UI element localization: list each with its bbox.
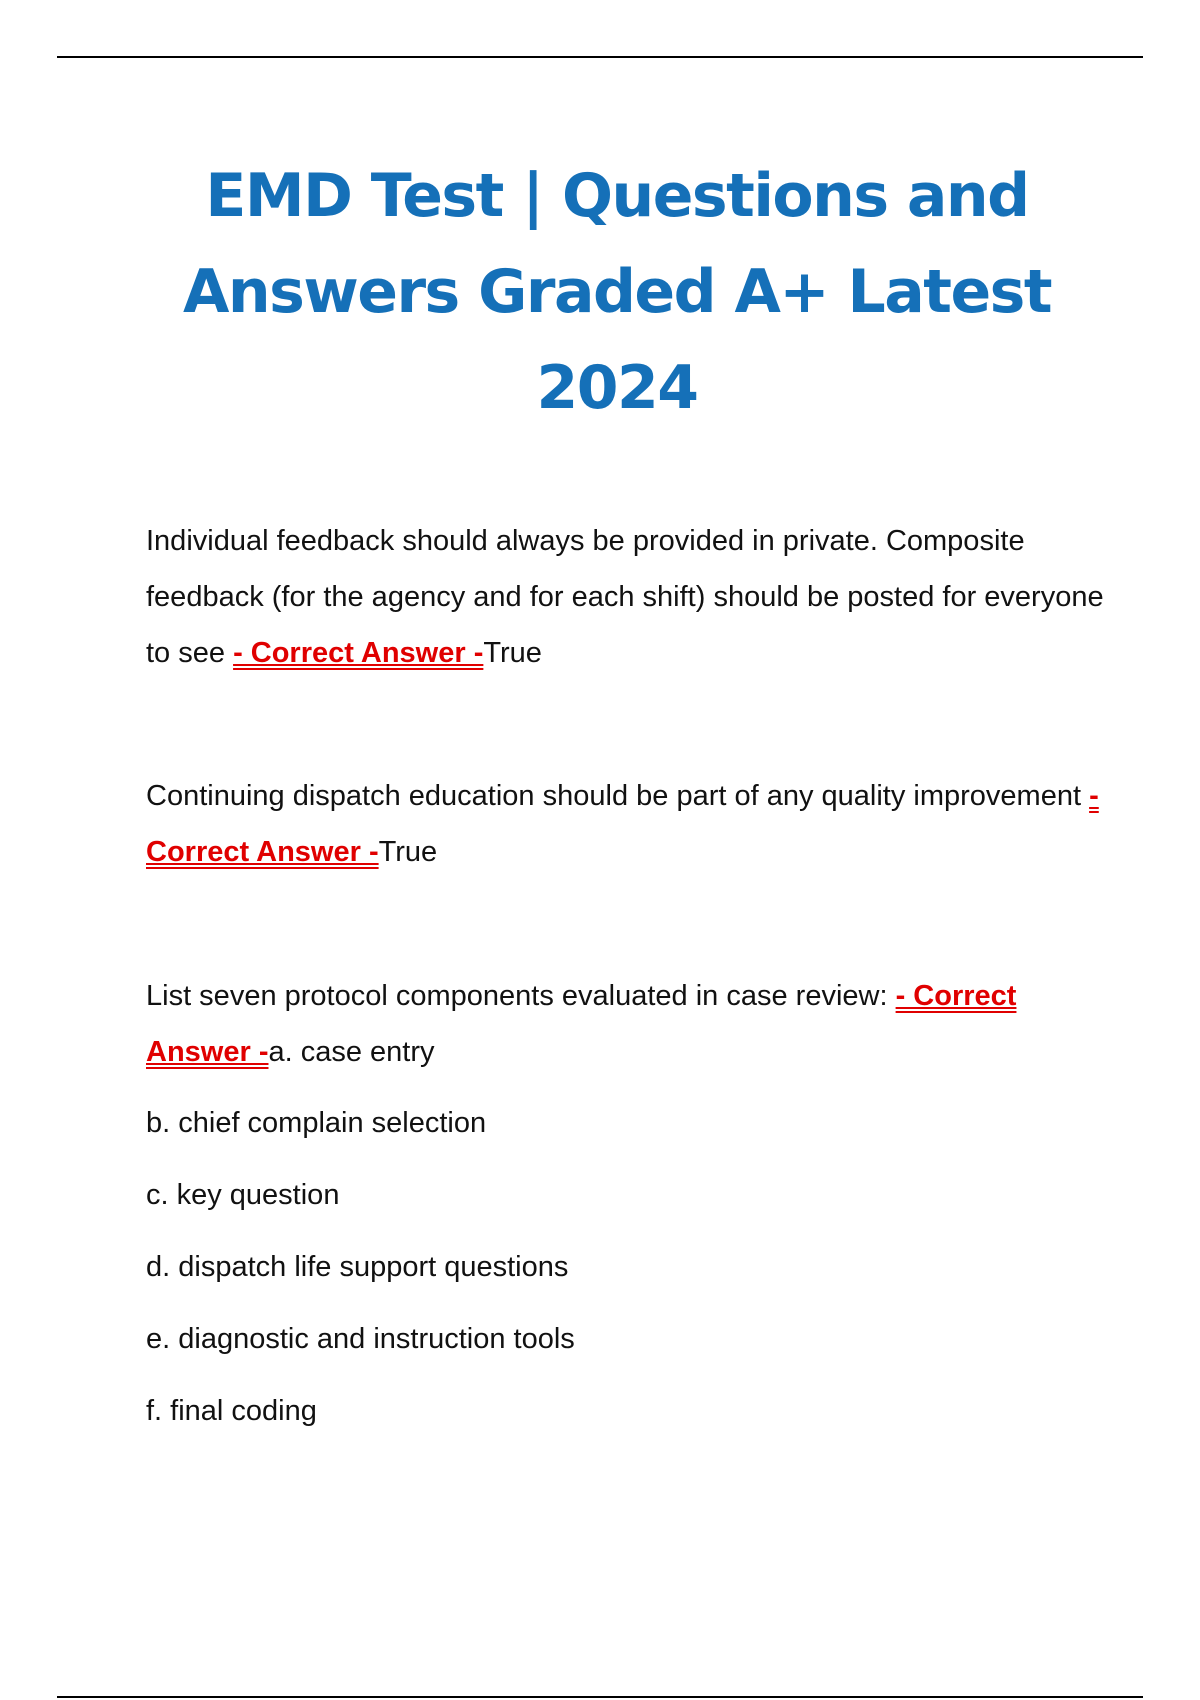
list-item: b. chief complain selection <box>146 1107 487 1139</box>
answer-text: True <box>483 637 542 669</box>
correct-answer-marker: - Correct Answer - <box>233 637 484 669</box>
correct-answer-marker: - Correct Answer - <box>146 780 1099 868</box>
correct-answer-marker: - Correct Answer - <box>146 980 1017 1068</box>
question-text: List seven protocol components evaluated in case review: <box>146 980 888 1012</box>
question-3 <box>146 968 1106 1080</box>
question-text: Individual feedback should always be provided in private. Composite feedback (for the agency and for each shift) should be posted for everyone to see <box>146 525 1104 669</box>
list-item: f. final coding <box>146 1395 317 1427</box>
answer-text: True <box>378 836 438 868</box>
list-item: d. dispatch life support questions <box>146 1251 569 1283</box>
top-rule <box>57 56 1143 58</box>
list-item: e. diagnostic and instruction tools <box>146 1323 575 1355</box>
question-2 <box>146 768 1106 880</box>
answer-list <box>146 1087 1106 1447</box>
bottom-rule <box>57 1696 1143 1698</box>
document-title: EMD Test | Questions and Answers Graded A+ Latest 2024 <box>182 161 1052 423</box>
answer-text: a. case entry <box>268 1036 435 1068</box>
list-item: c. key question <box>146 1179 340 1211</box>
question-text: Continuing dispatch education should be part of any quality improvement <box>146 780 1082 812</box>
question-1 <box>146 513 1106 681</box>
